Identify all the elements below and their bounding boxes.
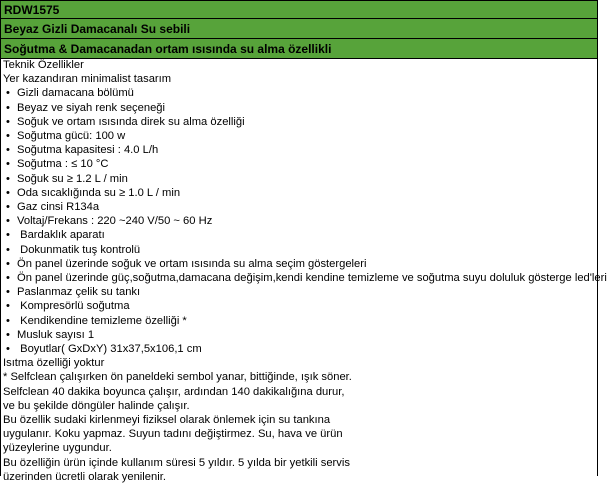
spec-list-item-text: Kompresörlü soğutma [17,300,130,313]
spec-list-item-text: Kendikendine temizleme özelliği * [17,314,187,327]
spec-note-line: Bu özelliğin ürün içinde kullanım süresi 5 yıldır. 5 yılda bir yetkili servis [3,456,350,469]
spec-list [1,86,607,356]
spec-list-item-text: Bardaklık aparatı [17,229,105,242]
spec-note-line: * Selfclean çalışırken ön paneldeki sembol yanar, bittiğinde, ışık söner. [3,371,352,384]
spec-list-item-text: Soğutma kapasitesi : 4.0 L/h [17,144,159,157]
spec-list-item [1,257,597,271]
spec-list-item [1,115,597,129]
spec-intro: Yer kazandıran minimalist tasarım [3,73,172,86]
spec-heading: Teknik Özellikler [3,59,84,71]
bullet-marker: • [6,300,10,313]
bullet-marker: • [6,343,10,356]
bullet-marker: • [6,215,10,228]
bullet-marker: • [6,201,10,214]
bullet-marker: • [6,87,10,100]
spec-list-item [1,86,597,100]
spec-list-item [1,228,597,242]
spec-list-item [1,143,597,157]
spec-note-line: ve bu şekilde döngüler halinde çalışır. [3,399,190,412]
spec-list-item-text: Soğuk ve ortam ısısında direk su alma özelliği [17,115,245,128]
spec-list-item-text: Musluk sayısı 1 [17,328,95,341]
spec-list-item-text: Boyutlar( GxDxY) 31x37,5x106,1 cm [17,343,202,356]
bullet-marker: • [6,158,10,171]
spec-list-item-text: Beyaz ve siyah renk seçeneği [17,101,166,114]
spec-list-item [1,314,597,328]
spec-body [0,58,607,483]
bullet-marker: • [6,186,10,199]
spec-list-item [1,285,597,299]
spec-list-item-text: Ön panel üzerinde güç,soğutma,damacana değişim,kendi kendine temizleme ve soğutma suyu doluluk gösterge led'leri [17,272,607,285]
bullet-marker: • [6,172,10,185]
spec-list-item [1,243,597,257]
spec-list-item [1,299,597,313]
spec-list-item [1,186,597,200]
spec-note-line: üzerinden ücretli olarak yenilenir. [3,470,166,483]
spec-list-item [1,200,597,214]
spec-list-item [1,328,597,342]
product-code: RDW1575 [0,0,598,19]
spec-list-item-text: Ön panel üzerinde soğuk ve ortam ısısında su alma seçim göstergeleri [17,257,367,270]
spec-note-line: yüzeylerine uygundur. [3,442,112,455]
bullet-marker: • [6,101,10,114]
bullet-marker: • [6,229,10,242]
spec-note-line: Isıtma özelliği yoktur [3,357,105,370]
spec-list-item-text: Gizli damacana bölümü [17,87,134,100]
bullet-marker: • [6,130,10,143]
spec-list-item [1,342,597,356]
spec-list-item [1,214,597,228]
spec-list-item-text: Paslanmaz çelik su tankı [17,286,141,299]
spec-list-item-text: Gaz cinsi R134a [17,201,100,214]
spec-note-line: Bu özellik sudaki kirlenmeyi fiziksel olarak önlemek için su tankına [3,414,331,427]
bullet-marker: • [6,144,10,157]
spec-list-item-text: Soğutma gücü: 100 w [17,130,126,143]
spec-list-item-text: Soğuk su ≥ 1.2 L / min [17,172,128,185]
spec-note-line: uygulanır. Koku yapmaz. Suyun tadını değiştirmez. Su, hava ve ürün [3,428,343,441]
bullet-marker: • [6,257,10,270]
product-feature: Soğutma & Damacanadan ortam ısısında su alma özellikli [0,38,598,59]
spec-note-line: Selfclean 40 dakika boyunca çalışır, ardından 140 dakikalığına durur, [3,385,345,398]
spec-list-item [1,101,597,115]
product-name: Beyaz Gizli Damacanalı Su sebili [0,18,598,39]
spec-list-item [1,271,607,285]
bullet-marker: • [6,272,10,285]
spec-list-item [1,157,597,171]
spec-notes [1,356,597,484]
spec-list-item-text: Voltaj/Frekans : 220 ~240 V/50 ~ 60 Hz [17,215,213,228]
bullet-marker: • [6,243,10,256]
bullet-marker: • [6,115,10,128]
spec-list-item-text: Dokunmatik tuş kontrolü [17,243,141,256]
bullet-marker: • [6,286,10,299]
spec-list-item-text: Oda sıcaklığında su ≥ 1.0 L / min [17,186,181,199]
spec-list-item-text: Soğutma : ≤ 10 °C [17,158,109,171]
bullet-marker: • [6,314,10,327]
spec-list-item [1,129,597,143]
bullet-marker: • [6,328,10,341]
spec-list-item [1,172,597,186]
